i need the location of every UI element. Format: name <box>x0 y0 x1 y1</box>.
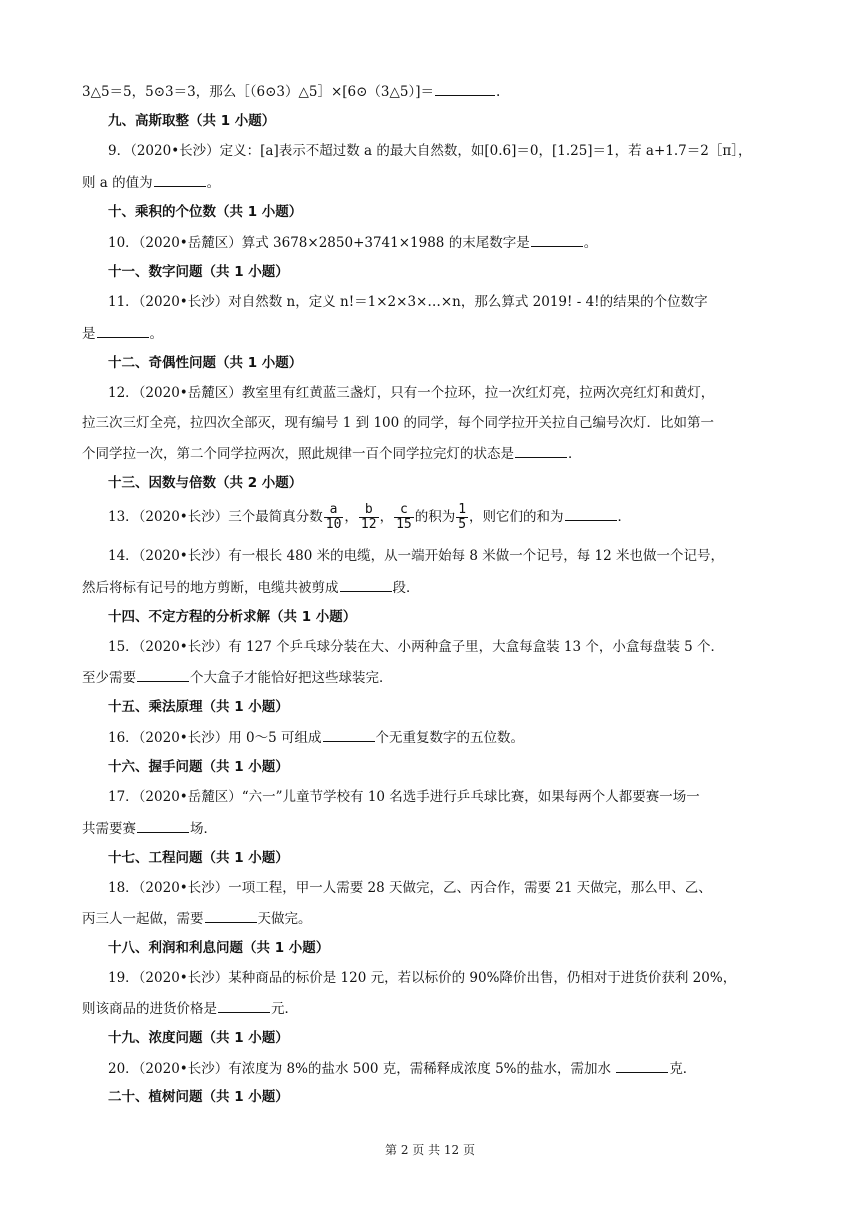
section-heading: 十九、浓度问题（共 1 小题） <box>108 1030 289 1046</box>
answer-blank[interactable] <box>137 667 189 682</box>
question-16: 16．（2020•长沙）用 0～5 可组成 个无重复数字的五位数。 <box>108 727 784 748</box>
question-text: 3△5＝5，5⊙3＝3，那么［（6⊙3）△5］×[6⊙（3△5）]＝ <box>82 84 434 100</box>
question-12-line-1: 12．（2020•岳麓区）教室里有红黄蓝三盏灯，只有一个拉环，拉一次红灯亮，拉两次亮红灯和黄灯， <box>108 385 715 401</box>
answer-blank[interactable] <box>435 81 495 96</box>
answer-blank[interactable] <box>97 323 149 338</box>
answer-blank[interactable] <box>218 998 270 1013</box>
page-footer: 第 2 页 共 12 页 <box>385 1143 475 1157</box>
question-13: 13．（2020•长沙）三个最简真分数 $\frac{a}{10}$ ， $\frac{b}{12}$ ， $\frac{c}{15}$ 的积为 $\frac{1}{5}$ ，则它们的和为 ． <box>108 502 632 532</box>
question-19-line-2: 则该商品的进货价格是 元． <box>82 998 782 1019</box>
answer-blank[interactable] <box>323 727 375 742</box>
section-heading: 十四、不定方程的分析求解（共 1 小题） <box>108 609 357 625</box>
fraction-c-over-15: $\frac{c}{15}$ <box>396 502 412 532</box>
question-15-line-2: 至少需要 个大盒子才能恰好把这些球装完． <box>82 667 782 688</box>
question-12-line-3: 个同学拉一次，第二个同学拉两次，照此规律一百个同学拉完灯的状态是 ． <box>82 443 782 464</box>
question-14-line-2: 然后将标有记号的地方剪断，电缆共被剪成 段． <box>82 577 782 598</box>
question-15-line-1: 15．（2020•长沙）有 127 个乒乓球分装在大、小两种盒子里，大盒每盒装 13 个，小盒每盘装 5 个． <box>108 639 725 655</box>
question-12-line-2: 拉三次三灯全亮，拉四次全部灭，现有编号 1 到 100 的同学，每个同学拉开关拉自己编号次灯．比如第一 <box>82 415 715 431</box>
question-9-line-2: 则 a 的值为 。 <box>82 172 782 193</box>
section-heading: 九、高斯取整（共 1 小题） <box>108 113 276 129</box>
question-8-continuation <box>82 81 782 102</box>
section-heading: 十五、乘法原理（共 1 小题） <box>108 699 289 715</box>
question-text-tail: . <box>496 84 501 100</box>
answer-blank[interactable] <box>531 232 583 247</box>
answer-blank[interactable] <box>340 577 392 592</box>
question-19-line-1: 19．（2020•长沙）某种商品的标价是 120 元，若以标价的 90%降价出售，仍相对于进货价获利 20%， <box>108 970 737 986</box>
section-heading: 十八、利润和利息问题（共 1 小题） <box>108 940 330 956</box>
section-heading: 十、乘积的个位数（共 1 小题） <box>108 204 303 220</box>
question-11-line-2: 是 。 <box>82 323 782 344</box>
answer-blank[interactable] <box>205 908 257 923</box>
section-heading: 二十、植树问题（共 1 小题） <box>108 1089 289 1105</box>
question-20: 20．（2020•长沙）有浓度为 8%的盐水 500 克，需稀释成浓度 5%的盐水，需加水 克． <box>108 1058 784 1079</box>
fraction-a-over-10: $\frac{a}{10}$ <box>325 502 342 532</box>
question-17-line-1: 17．（2020•岳麓区）“六一”儿童节学校有 10 名选手进行乒乓球比赛，如果每两个人都要赛一场一 <box>108 789 700 805</box>
question-10: 10．（2020•岳麓区）算式 3678×2850+3741×1988 的末尾数字是 。 <box>108 232 784 253</box>
answer-blank[interactable] <box>515 443 567 458</box>
fraction-1-over-5: $\frac{1}{5}$ <box>458 502 467 532</box>
section-heading: 十一、数字问题（共 1 小题） <box>108 264 289 280</box>
section-heading: 十二、奇偶性问题（共 1 小题） <box>108 355 303 371</box>
answer-blank[interactable] <box>137 818 189 833</box>
question-18-line-1: 18．（2020•长沙）一项工程，甲一人需要 28 天做完，乙、丙合作，需要 21 天做完，那么甲、乙、 <box>108 880 712 896</box>
section-heading: 十七、工程问题（共 1 小题） <box>108 850 289 866</box>
question-14-line-1: 14．（2020•长沙）有一根长 480 米的电缆，从一端开始每 8 米做一个记号，每 12 米也做一个记号， <box>108 548 725 564</box>
question-11-line-1: 11．（2020•长沙）对自然数 n，定义 n!＝1×2×3×…×n，那么算式 2019! - 4!的结果的个位数字 <box>108 294 708 310</box>
section-heading: 十三、因数与倍数（共 2 小题） <box>108 475 303 491</box>
question-9-line-1: 9．（2020•长沙）定义：[a]表示不超过数 a 的最大自然数，如[0.6]＝0，[1.25]＝1，若 a+1.7＝2［π］， <box>108 143 752 159</box>
answer-blank[interactable] <box>565 506 617 521</box>
answer-blank[interactable] <box>154 172 206 187</box>
question-18-line-2: 丙三人一起做，需要 天做完。 <box>82 908 782 929</box>
answer-blank[interactable] <box>616 1058 668 1073</box>
section-heading: 十六、握手问题（共 1 小题） <box>108 759 289 775</box>
question-17-line-2: 共需要赛 场． <box>82 818 782 839</box>
fraction-b-over-12: $\frac{b}{12}$ <box>360 502 377 532</box>
